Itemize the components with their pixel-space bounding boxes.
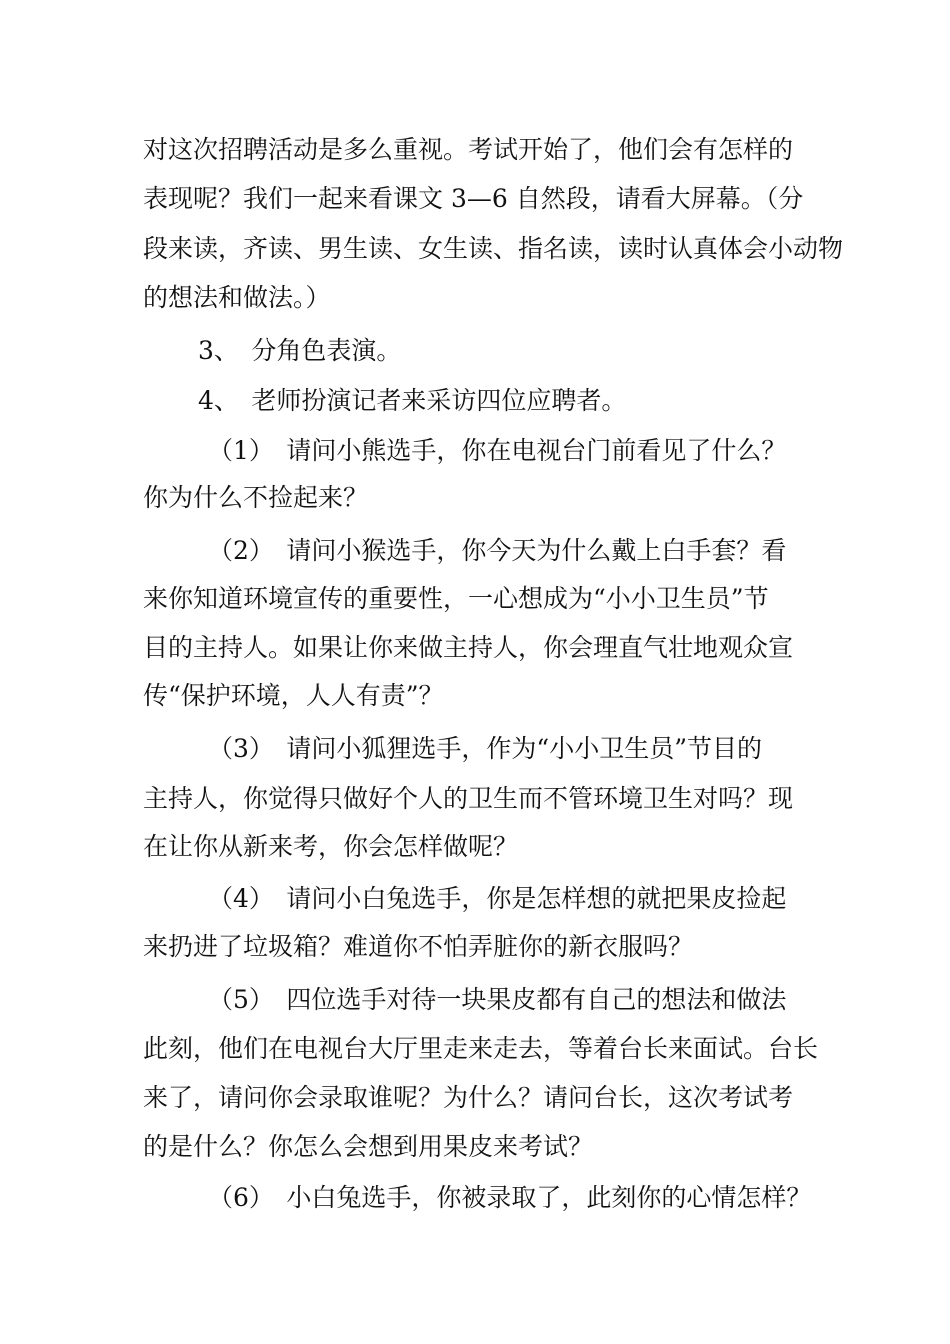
paragraph-line: 表现呢？我们一起来看课文 3—6 自然段，请看大屏幕。（分 [143, 184, 804, 213]
question-3-line: 主持人，你觉得只做好个人的卫生而不管环境卫生对吗？现 [143, 784, 794, 813]
question-5-line: 的是什么？你怎么会想到用果皮来考试？ [143, 1132, 594, 1161]
paragraph-line: 对这次招聘活动是多么重视。考试开始了，他们会有怎样的 [143, 135, 794, 164]
question-2-line: 传“保护环境，人人有责”？ [143, 681, 444, 710]
question-3-line: （3） 请问小狐狸选手，作为“小小卫生员”节目的 [208, 734, 762, 763]
question-2-line: 目的主持人。如果让你来做主持人，你会理直气壮地观众宣 [143, 633, 794, 662]
question-5-line: （5） 四位选手对待一块果皮都有自己的想法和做法 [208, 985, 787, 1014]
list-item-4: 4、 老师扮演记者来采访四位应聘者。 [198, 386, 627, 415]
question-5-line: 此刻，他们在电视台大厅里走来走去，等着台长来面试。台长 [143, 1034, 819, 1063]
question-2-line: 来你知道环境宣传的重要性，一心想成为“小小卫生员”节 [143, 584, 769, 613]
paragraph-line: 段来读，齐读、男生读、女生读、指名读，读时认真体会小动物 [143, 234, 844, 263]
question-1-line: 你为什么不捡起来？ [143, 483, 369, 512]
list-item-3: 3、 分角色表演。 [198, 336, 402, 365]
paragraph-line: 的想法和做法。） [143, 283, 331, 312]
question-3-line: 在让你从新来考，你会怎样做呢？ [143, 832, 519, 861]
question-4-line: （4） 请问小白兔选手，你是怎样想的就把果皮捡起 [208, 884, 787, 913]
question-5-line: 来了，请问你会录取谁呢？为什么？请问台长，这次考试考 [143, 1083, 794, 1112]
question-4-line: 来扔进了垃圾箱？难道你不怕弄脏你的新衣服吗？ [143, 932, 694, 961]
question-1-line: （1） 请问小熊选手，你在电视台门前看见了什么？ [208, 436, 787, 465]
question-6-line: （6） 小白兔选手，你被录取了，此刻你的心情怎样？ [208, 1183, 812, 1212]
question-2-line: （2） 请问小猴选手，你今天为什么戴上白手套？看 [208, 536, 787, 565]
